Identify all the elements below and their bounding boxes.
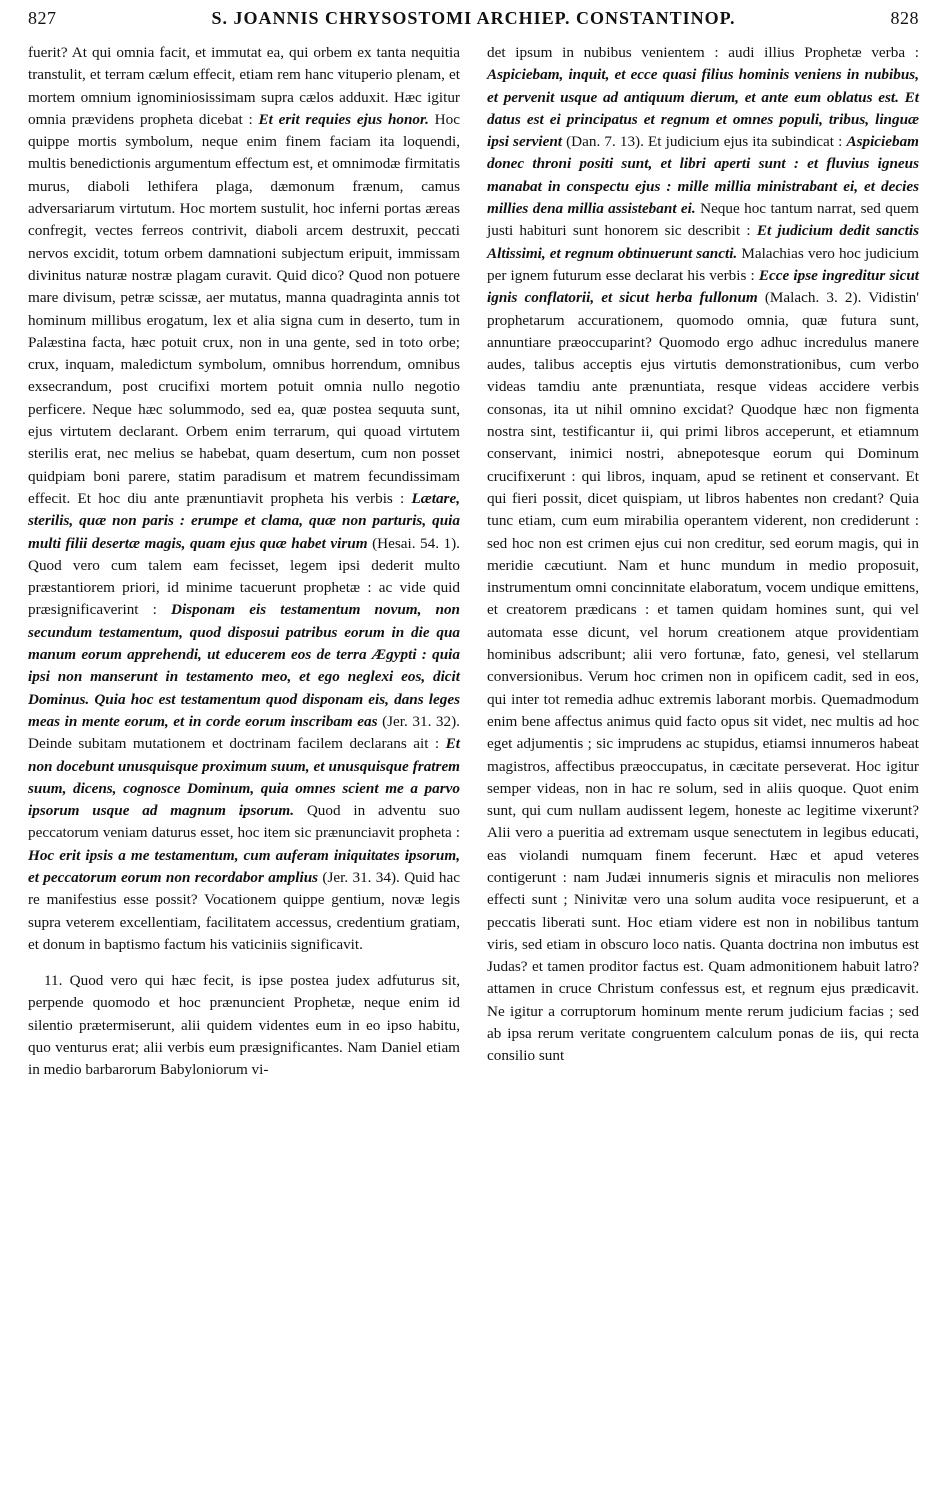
text-run: 11. Quod vero qui hæc fecit, is ipse postea judex adfuturus sit, perpende quomodo et hoc prænuncient Prophetæ, neque enim id silentio prætermiserunt, alii quidem videntes eum in eo ipso habitu, quo venturus erat; alii verbis eum præsignificantes. Nam Daniel etiam in medio barbarorum Babyloniorum vi- [28, 972, 460, 1079]
text-run: (Dan. 7. 13). Et judicium ejus ita subindicat : [561, 133, 847, 151]
text-run: (Hesai. 54. 1). Quod vero cum talem eam fecisset, legem ipsi dederit multo præstantiorem priori, id minime tacuerunt prophetæ : ac vide quid præsignificaverint : [28, 534, 460, 619]
page-number-right: 828 [890, 8, 919, 28]
italic-quotation: Hoc erit ipsis a me testamentum, cum auferam iniquitates ipsorum, et peccatorum eorum non recordabor amplius [28, 846, 460, 886]
paragraph [28, 42, 460, 956]
italic-quotation: Et erit requies ejus honor. [258, 110, 429, 128]
right-column [487, 42, 919, 1082]
running-header [28, 8, 919, 38]
page-number-left: 827 [28, 8, 57, 28]
text-run: Quod in adventu suo peccatorum veniam daturus esset, hoc item sic prænunciavit propheta : [28, 802, 460, 842]
text-run: (Jer. 31. 34). Quid hac re manifestius esse possit? Vocationem quippe gentium, novæ legis supra veterem excellentiam, facilitatem accessus, credentium gratiam, et donum in baptismo factum his vaticiniis significavit. [28, 868, 460, 953]
text-run: (Jer. 31. 32). Deinde subitam mutationem et doctrinam facilem declarans ait : [28, 712, 460, 753]
text-run: det ipsum in nubibus venientem : audi illius Prophetæ verba : [487, 44, 919, 61]
text-run: fuerit? At qui omnia facit, et immutat ea, qui orbem ex tanta nequitia transtulit, et terram cælum effecit, etiam rem hanc vituperio plenam, et mortem omnium ignominiosissimam supra cælos adduxit. Hæc igitur omnia prævidens propheta dicebat : [28, 44, 460, 128]
italic-quotation: Et non docebunt unusquisque proximum suum, et unusquisque fratrem suum, dicens, cognosce Dominum, quia omnes scient me a parvo ipsorum usque ad magnum ipsorum. [28, 735, 460, 820]
italic-quotation: Ecce ipse ingreditur sicut ignis conflatorii, et sicut herba fullonum [487, 266, 920, 307]
italic-quotation: Aspiciebam donec throni positi sunt, et libri aperti sunt : et fluvius igneus manabat in conspectu ejus : mille millia ministrabant ei, et decies millies dena millia assistebant ei. [487, 133, 919, 218]
italic-quotation: Disponam eis testamentum novum, non secundum testamentum, quod disposui patribus eorum in die qua manum eorum apprehendi, ut educerem eos de terra Ægypti : quia ipsi non manserunt in testamento meo, et ego neglexi eos, dicit Dominus. Quia hoc est testamentum quod disponam eis, dans leges meas in mente eorum, et in corde eorum inscribam eas [28, 601, 460, 730]
italic-quotation: Et judicium dedit sanctis Altissimi, et regnum obtinuerunt sancti. [487, 222, 920, 262]
text-run: (Malach. 3. 2). Vidistin' prophetarum accurationem, quomodo omnia, quæ futura sunt, annuntiare præoccuparint? Quomodo ergo adhuc incredulus manere audes, talibus acceptis ejus virtutis demonstrationibus, cum verbo videas tamdiu ante prænuntiata, resque videas accidere verbis consonas, ita ut nihil omnino excidat? Quodque hæc non figmenta nostra sint, testificantur ii, qui primi libros acceperunt, et etiamnum conservant, inimici nostri, abnepotesque eorum qui Dominum crucifixerunt : qui libros, inquam, apud se retinent et conservant. Et qui fieri possit, dicet quispiam, ut libros habentes non credant? Quia tunc etiam, cum eum mirabilia operantem viderent, non crediderunt : sed hoc non est crimen ejus cui non creditur, sed eorum magis, qui in meridie cæcutiunt. Nam et hunc mundum in medio proposuit, instrumentum omni concinnitate elaboratum, vocem undique emittens, et creatorem prædicans : et tamen quidam homines sunt, qui vel automata esse dicunt, vel horum creationem atque providentiam hominibus adscribunt; alii vero fortunæ, fato, genesi, vel stellarum conversionibus. Verum hoc crimen non in opificem cadit, sed in eos, qui inter tot remedia adhuc extremis laborant morbis. Quemadmodum enim bene affectus animus quid facto opus sit videt, nec multis ad hoc eget adjumentis ; sic imprudens ac stupidus, etiamsi innumeros habeat magistros, affectibus præoccupatus, in cæcitate perseverat. Hoc igitur semper videas, non in hac re solum, sed in aliis quoque. Quot enim sunt, qui cum nullam audissent legem, honeste ac legitime vixerunt? Alii vero a pueritia ad extremam usque senectutem in legibus educati, eas violandi numquam finem fecerunt. Hæc et apud veteres contigerunt : nam Judæi innumeris signis et miraculis non meliores effecti sunt ; Ninivitæ vero una solum audita voce resipuerunt, et a peccatis liberati sunt. Hoc etiam videre est non in nobilibus tantum viris, sed etiam in obscuro loco natis. Quanta doctrina non imbutus est Judas? et tamen proditor factus est. Quam admonitionem habuit latro? attamen in cruce Christum confessus est, et regnum ejus prædicavit. Ne igitur a corruptorum hominum mente rerum judicium facias ; sed ab ipsa rerum veritate congruentem calculum ponas de iis, qui recta consilio sunt [487, 289, 919, 1065]
italic-quotation: Lætare, sterilis, quæ non paris : erumpe et clama, quæ non parturis, quia multi filii desertæ magis, quam ejus quæ habet virum [28, 489, 460, 552]
text-run: Malachias vero hoc judicium per ignem futurum esse declarat his verbis : [487, 244, 919, 284]
left-column [28, 42, 460, 1082]
running-title: S. JOANNIS CHRYSOSTOMI ARCHIEP. CONSTANTINOP. [211, 8, 736, 28]
text-run: Hoc quippe mortis symbolum, neque enim finem faciam ita loquendi, multis benedictionis argumentum effectum est, et omnimodæ firmitatis murus, diaboli lethifera plaga, dæmonum frænum, camus adversariarum virtutum. Hoc mortem sustulit, hoc inferni portas æreas confregit, vectes ferreos contrivit, diaboli arcem destruxit, peccati nervos excidit, totum orbem damnationi subjectum eripuit, immissam divinitus naturæ nostræ plagam curavit. Quid dico? Quod non potuere mare divisum, petræ scissæ, aer mutatus, manna quadraginta annis tot hominum millibus erogatum, lex et alia signa cum in deserto, tum in Palæstina facta, hæc potuit crux, non in una gente, sed in toto orbe; crux, inquam, maledictum symbolum, omnibus horrendum, omnibus exsecrandum, post crucifixi mortem potuit omnia nullo negotio perficere. Neque hæc solummodo, sed ea, quæ postea sequuta sunt, ejus virtutem declarant. Orbem enim terrarum, qui quoad virtutem sterilis erat, nec melius se habebat, quam desertum, cum non posset quidpiam boni parere, statim paradisum et matrem fecundissimam effecit. Et hoc diu ante prænuntiavit propheta his verbis : [28, 110, 460, 507]
italic-quotation: Aspiciebam, inquit, et ecce quasi filius hominis veniens in nubibus, et pervenit usque ad antiquum dierum, et ante eum oblatus est. Et datus est ei principatus et regnum et omnes populi, tribus, linguæ ipsi servient [487, 66, 919, 151]
paragraph [487, 42, 919, 1068]
text-columns [28, 42, 919, 1082]
text-run: Neque hoc tantum narrat, sed quem justi habituri sunt honorem sic describit : [487, 200, 919, 240]
paragraph [28, 970, 460, 1081]
